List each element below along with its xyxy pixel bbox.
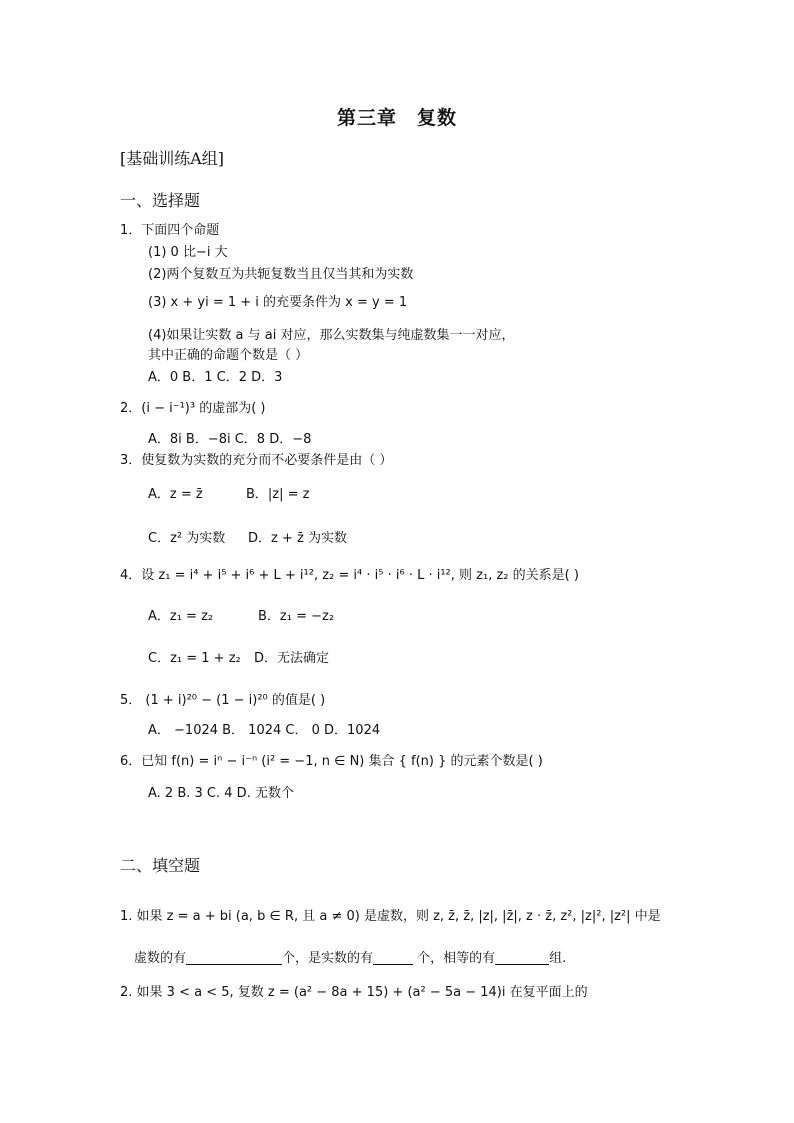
group-label: [基础训练A组] (120, 149, 225, 168)
fill-q2-stem: 2. 如果 3 < a < 5, 复数 z = (a² − 8a + 15) + (a² − 5a − 14)i 在复平面上的 (120, 985, 588, 1000)
q3-option-d: D．z + z̄ 为实数 (248, 531, 347, 546)
fill-q1-text-2: 个，是实数的有 (282, 951, 374, 966)
q1-ask: 其中正确的命题个数是（ ） (148, 348, 309, 363)
q5-stem: 5． (1 + i)²⁰ − (1 − i)²⁰ 的值是( ) (120, 693, 326, 708)
q1-prop-2: (2)两个复数互为共轭复数当且仅当其和为实数 (148, 267, 414, 282)
fill-q1-blank-3[interactable] (495, 950, 549, 965)
fill-q1-blank-2[interactable] (373, 950, 413, 965)
fill-q1-line2 (134, 950, 566, 968)
q3-option-c: C．z² 为实数 (148, 531, 226, 546)
q1-options: A．0 B．1 C．2 D．3 (148, 370, 283, 385)
section-heading-choice: 一、选择题 (120, 191, 201, 210)
q2-stem: 2．(i − i⁻¹)³ 的虚部为( ) (120, 401, 266, 416)
fill-q1-text-4: 组. (549, 951, 567, 966)
q3-option-a: A．z = z̄ (148, 487, 203, 502)
fill-q1-stem: 1. 如果 z = a + bi (a, b ∈ R, 且 a ≠ 0) 是虚数，则 z, z̄, z̄, |z|, |z̄|, z · z̄, z², |z|², |z²| 中是 (120, 909, 661, 924)
section-heading-fill: 二、填空题 (120, 856, 201, 875)
q1-stem: 1．下面四个命题 (120, 223, 220, 238)
page-title: 第三章 复数 (336, 107, 457, 129)
q4-option-b: B．z₁ = −z₂ (258, 609, 335, 624)
fill-q1-blank-1[interactable] (186, 950, 282, 965)
q5-options: A． −1024 B． 1024 C． 0 D．1024 (148, 723, 381, 738)
q4-option-d: D．无法确定 (254, 651, 330, 666)
q4-option-a: A．z₁ = z₂ (148, 609, 214, 624)
q3-option-b: B．|z| = z (246, 487, 310, 502)
q4-option-c: C．z₁ = 1 + z₂ (148, 651, 241, 666)
q6-options: A. 2 B. 3 C. 4 D. 无数个 (148, 786, 294, 801)
q3-stem: 3．使复数为实数的充分而不必要条件是由（ ） (120, 453, 393, 468)
q1-prop-1: (1) 0 比−i 大 (148, 245, 228, 260)
q2-options: A．8i B．−8i C．8 D．−8 (148, 432, 312, 447)
fill-q1-text-3: 个，相等的有 (413, 951, 496, 966)
q4-stem: 4．设 z₁ = i⁴ + i⁵ + i⁶ + L + i¹², z₂ = i⁴ · i⁵ · i⁶ · L · i¹², 则 z₁, z₂ 的关系是( ) (120, 568, 579, 583)
q6-stem: 6．已知 f(n) = iⁿ − i⁻ⁿ (i² = −1, n ∈ N) 集合 { f(n) } 的元素个数是( ) (120, 754, 543, 769)
fill-q1-text-1: 虚数的有 (134, 951, 187, 966)
q1-prop-3: (3) x + yi = 1 + i 的充要条件为 x = y = 1 (148, 295, 408, 310)
q1-prop-4: (4)如果让实数 a 与 ai 对应，那么实数集与纯虚数集一一对应， (148, 328, 515, 343)
